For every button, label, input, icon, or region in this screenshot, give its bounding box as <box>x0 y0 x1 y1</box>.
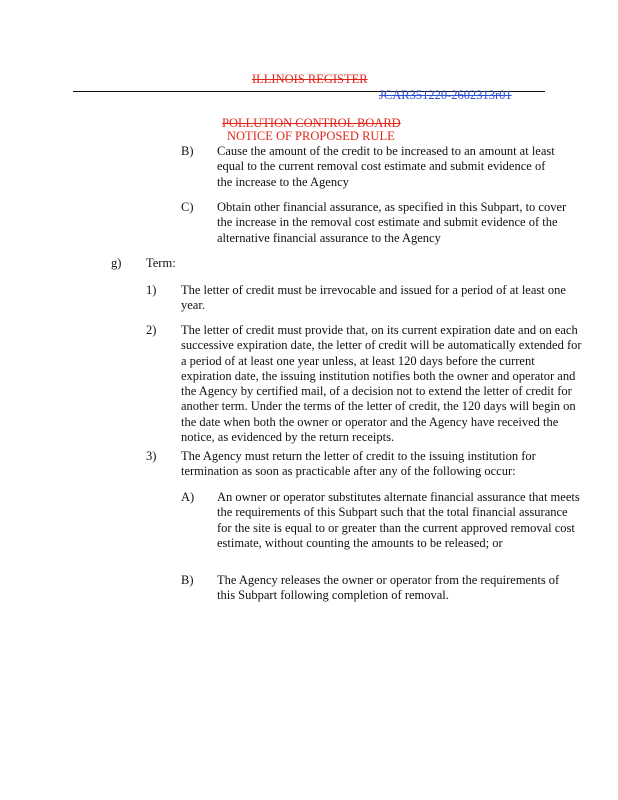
board-title: POLLUTION CONTROL BOARD <box>222 116 401 130</box>
item-1-text: The letter of credit must be irrevocable and issued for a period of at least one year. <box>181 283 566 313</box>
item-b-label: B) <box>181 144 194 158</box>
item-b2-label: B) <box>181 573 194 587</box>
item-a-label: A) <box>181 490 195 504</box>
item-2-label: 2) <box>146 323 157 337</box>
item-3-text: The Agency must return the letter of credit to the issuing institution for termination as soon as practicable after any of the following occur: <box>181 449 536 479</box>
item-a-text: An owner or operator substitutes alternate financial assurance that meets the requirements of this Subpart such that the total financial assurance for the site is equal to or greater than the current approved removal cost estimate, without counting the amounts to be released; or <box>217 490 580 550</box>
section-g-label: g) <box>111 256 122 270</box>
item-3-label: 3) <box>146 449 157 463</box>
item-1-label: 1) <box>146 283 157 297</box>
item-b2-text: The Agency releases the owner or operator from the requirements of this Subpart following completion of removal. <box>217 573 560 603</box>
item-2-text: The letter of credit must provide that, on its current expiration date and on each successive expiration date, the letter of credit will be automatically extended for a period of at least one year unless, at least 120 days before the current expiration date, the issuing institution notifies both the owner and operator and the Agency by certified mail, of a decision not to extend the letter of credit for another term. Under the terms of the letter of credit, the 120 days will begin on the date when both the owner or operator and the Agency have received the notice, as evidenced by the return receipts. <box>181 323 582 445</box>
register-title: ILLINOIS REGISTER <box>252 72 368 86</box>
notice-title: NOTICE OF PROPOSED RULE <box>227 129 395 143</box>
item-b-text: Cause the amount of the credit to be increased to an amount at least equal to the current removal cost estimate and submit evidence of the increase to the Agency <box>217 144 555 189</box>
item-c-label: C) <box>181 200 194 214</box>
section-g-text: Term: <box>146 256 176 270</box>
item-c-text: Obtain other financial assurance, as specified in this Subpart, to cover the increase in the removal cost estimate and submit evidence of the alternative financial assurance to the Agency <box>217 200 567 245</box>
jcar-code: JCAR351220-2602313r01 <box>379 88 512 102</box>
